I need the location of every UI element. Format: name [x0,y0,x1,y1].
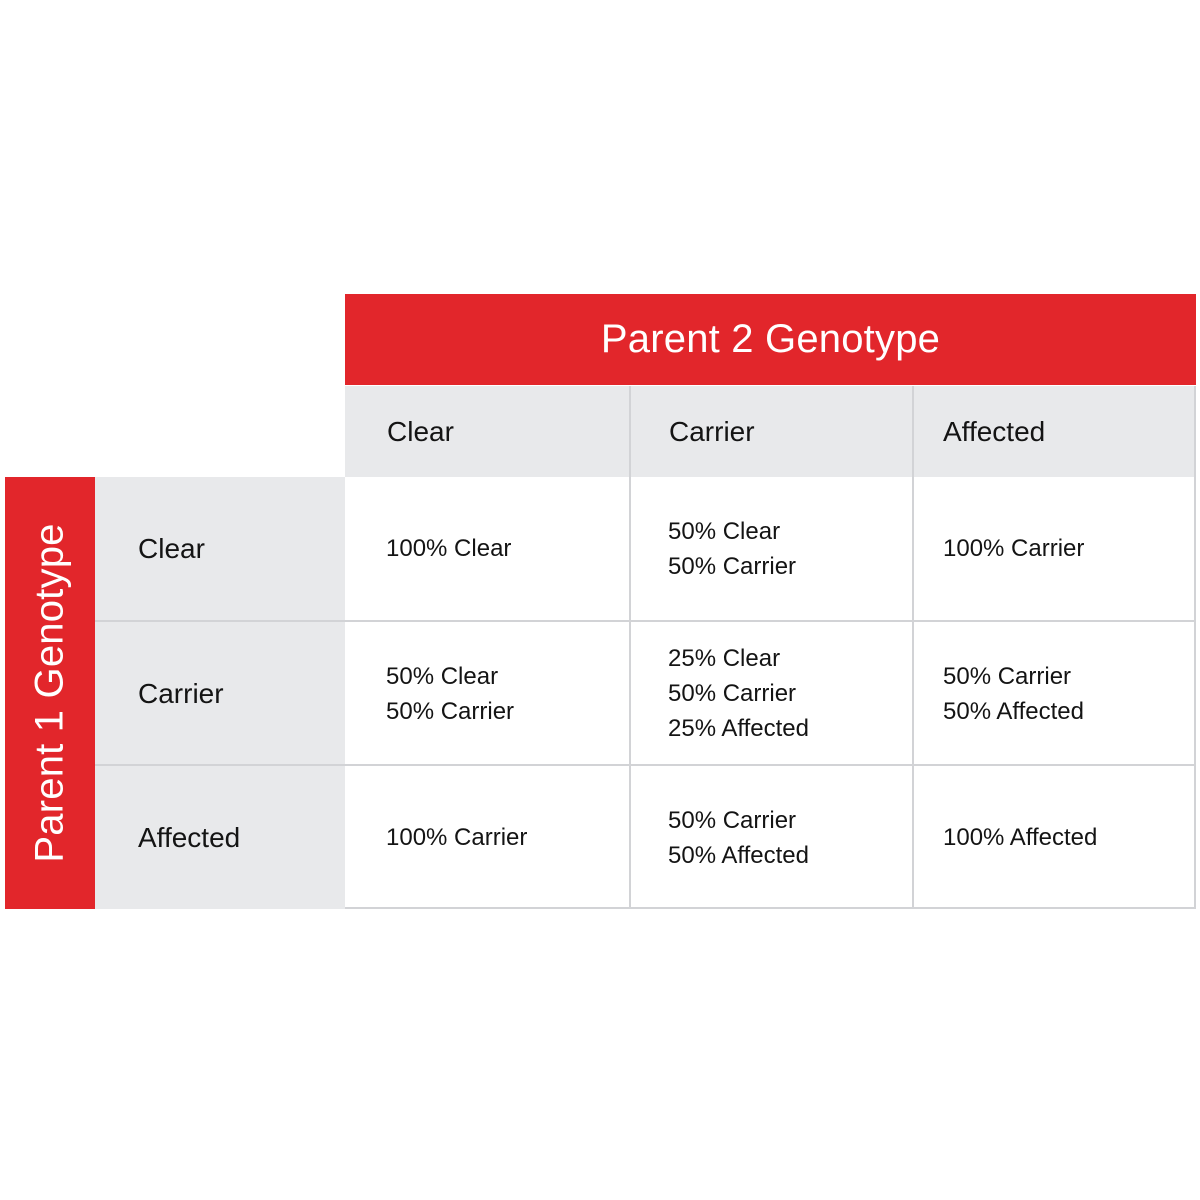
parent-1-genotype-title: Parent 1 Genotype [27,523,72,863]
row-header-clear [95,477,345,620]
outcome-line: 100% Affected [943,824,1098,851]
grid-divider [629,386,631,909]
row-header-label: Clear [138,532,205,564]
column-header-label: Clear [387,415,454,447]
outcome-line: 50% Affected [668,841,809,869]
grid-divider [345,907,1196,909]
outcome-line: 25% Clear [668,645,781,672]
outcome-cell [914,622,1196,765]
grid-divider [1194,386,1196,909]
column-header-carrier [631,386,912,477]
outcome-line: 50% Clear [386,662,499,690]
grid-divider [912,386,914,909]
parent-2-genotype-header [345,294,1196,385]
grid-divider [95,764,1196,766]
outcome-line: 50% Clear [668,517,781,545]
column-header-affected [914,386,1196,477]
row-header-carrier [95,622,345,765]
outcome-cell [631,477,912,620]
parent-2-genotype-title: Parent 2 Genotype [600,317,941,361]
outcome-cell [914,766,1196,909]
outcome-line: 100% Carrier [943,535,1085,562]
outcome-cell [631,766,912,909]
outcome-line: 100% Clear [386,535,512,562]
outcome-line: 50% Carrier [943,662,1072,690]
column-header-label: Carrier [669,415,755,447]
grid-divider [95,620,1196,622]
outcome-line: 50% Carrier [668,806,797,834]
column-header-label: Affected [943,415,1046,447]
row-header-label: Carrier [138,677,224,709]
outcome-cell [345,622,629,765]
outcome-line: 100% Carrier [386,824,528,851]
row-header-label: Affected [138,821,241,853]
outcome-cell [914,477,1196,620]
outcome-line: 50% Carrier [668,680,797,707]
row-header-affected [95,766,345,909]
outcome-line: 25% Affected [668,715,809,742]
outcome-cell [345,477,629,620]
outcome-line: 50% Carrier [668,552,797,580]
outcome-line: 50% Carrier [386,697,515,725]
column-header-clear [345,386,629,477]
outcome-cell [631,622,912,765]
outcome-cell [345,766,629,909]
parent-1-genotype-header [5,477,95,909]
outcome-line: 50% Affected [943,697,1084,725]
